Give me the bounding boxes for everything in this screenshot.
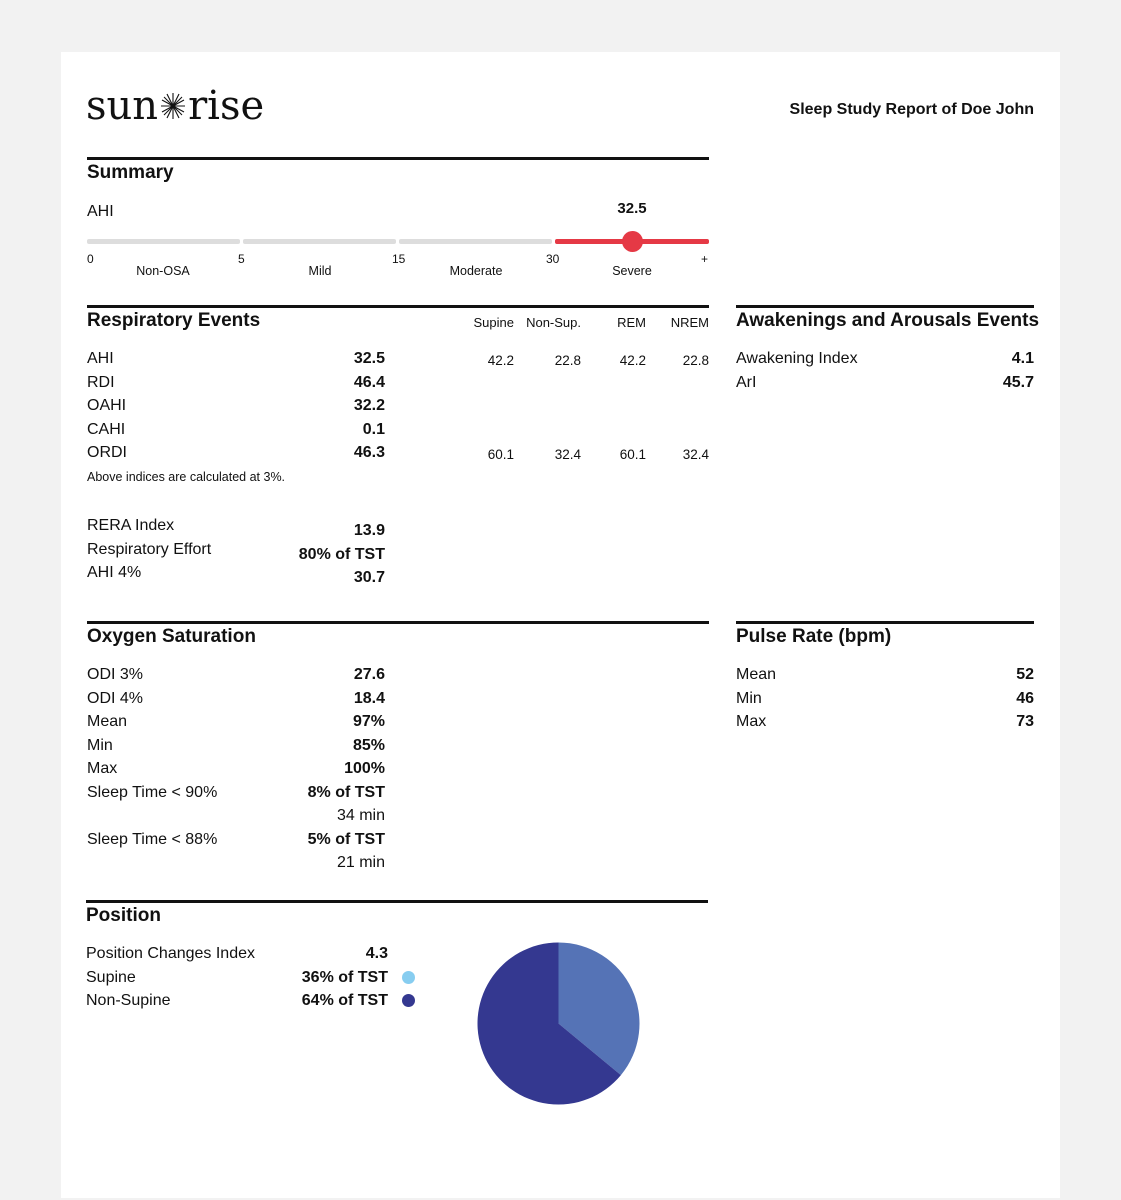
table-row [87,828,387,852]
star-logo-icon [159,91,187,121]
scale-category: Non-OSA [136,264,190,278]
row-value: 27.6 [353,666,385,683]
row-value: 30.7 [353,569,385,586]
row-value: 4.1 [1011,350,1034,367]
position-title: Position [86,905,161,926]
row-label: ORDI [87,444,127,461]
oxygen-title: Oxygen Saturation [87,626,256,647]
row-value: 97% [352,713,385,730]
cell-supine: 60.1 [487,447,514,462]
row-label: Mean [87,713,128,730]
scale-category: Moderate [449,264,503,278]
row-value: 85% [352,736,385,754]
row-value: 4.3 [365,945,388,962]
table-row [87,687,387,711]
summary-rule [87,157,709,160]
scale-category: Severe [612,264,652,278]
scale-tick: 0 [87,252,94,266]
report-page [61,52,1060,1198]
row-value: 45.7 [1002,374,1034,391]
row-label: Max [87,760,118,777]
row-label: Position Changes Index [86,945,255,962]
summary-ahi-label: AHI [87,203,114,220]
row-subvalue: 34 min [336,807,385,824]
row-value: 46.3 [353,444,385,461]
cell-supine: 42.2 [487,353,514,368]
row-value: 80% of TST [298,546,385,563]
row-value: 36% of TST [301,968,388,986]
row-label: CAHI [87,420,126,438]
report-title: Sleep Study Report of Doe John [789,101,1034,118]
respiratory-note: Above indices are calculated at 3%. [87,470,286,484]
cell-rem: 42.2 [619,353,646,368]
cell-non-supine: 32.4 [554,447,581,462]
logo-text-right: rise [188,83,265,129]
scale-tick: + [701,252,709,266]
row-value: 8% of TST [307,783,385,801]
row-label: AHI 4% [87,564,142,581]
row-value: 13.9 [353,522,385,539]
row-label: ODI 3% [87,666,144,683]
row-value: 32.5 [353,350,385,367]
ahi-4-row [87,561,387,585]
scale-segment-mild [243,239,396,244]
summary-title: Summary [87,162,174,183]
table-row [86,966,416,990]
row-label: Min [736,689,762,707]
col-header-nrem: NREM [670,315,709,330]
table-row [86,989,416,1013]
respiratory-effort-row [87,538,387,562]
row-value: 100% [344,760,385,777]
summary-ahi-value: 32.5 [617,200,647,217]
cell-rem: 60.1 [619,447,646,462]
row-value: 5% of TST [307,830,385,848]
table-row [87,851,387,875]
pulse-rule [736,621,1034,624]
table-row [87,781,387,805]
row-label: Sleep Time < 88% [87,830,218,848]
table-row [87,663,387,687]
cell-non-supine: 22.8 [554,353,581,368]
table-row [736,710,1034,734]
row-label: Non-Supine [86,992,171,1009]
table-row [87,757,387,781]
table-row [736,347,1034,371]
table-row [736,663,1034,687]
row-label: Mean [736,666,777,683]
awakenings-rule [736,305,1034,308]
table-row [87,734,387,758]
scale-category: Mild [308,264,332,278]
row-label: Min [87,736,113,754]
position-pie-chart [476,941,641,1106]
row-value: 73 [1016,713,1034,730]
row-label: ODI 4% [87,689,144,707]
scale-segment-moderate [399,239,552,244]
logo-text-left: sun [86,83,159,129]
row-value: 46.4 [353,373,385,391]
row-label: AHI [87,350,114,367]
row-label: RDI [87,373,115,391]
col-header-non-supine: Non-Sup. [526,315,581,330]
ahi-marker [622,231,643,252]
sunrise-logo [86,82,264,130]
row-value: 52 [1016,666,1034,683]
row-label: Sleep Time < 90% [87,783,218,801]
row-label: Max [736,713,767,730]
row-label: Awakening Index [736,350,858,367]
table-row [87,804,387,828]
row-label: OAHI [87,397,127,414]
row-value: 46 [1016,689,1034,707]
cell-nrem: 22.8 [682,353,709,368]
scale-tick: 5 [238,252,245,266]
scale-tick: 30 [546,252,560,266]
awakenings-title: Awakenings and Arousals Events [736,310,1040,331]
position-rule [86,900,708,903]
cell-nrem: 32.4 [682,447,709,462]
scale-tick: 15 [392,252,406,266]
table-row [736,371,1034,395]
respiratory-title: Respiratory Events [87,310,261,331]
row-value: 0.1 [362,420,385,438]
legend-dot-supine [402,971,415,984]
row-label: Respiratory Effort [87,541,212,558]
row-label: ArI [736,374,757,391]
oxygen-rule [87,621,709,624]
table-row [86,942,416,966]
respiratory-rule [87,305,709,308]
row-label: RERA Index [87,517,175,534]
rera-row [87,514,387,538]
row-value: 32.2 [353,397,385,414]
col-header-rem: REM [617,315,646,330]
scale-segment-non-osa [87,239,240,244]
table-row [736,687,1034,711]
row-value: 18.4 [353,689,385,707]
col-header-supine: Supine [473,315,514,330]
row-label: Supine [86,968,136,986]
pulse-title: Pulse Rate (bpm) [736,626,892,647]
row-value: 64% of TST [301,992,388,1009]
table-row [87,710,387,734]
oxygen-table [87,663,387,878]
legend-dot-non-supine [402,994,415,1007]
row-subvalue: 21 min [336,854,385,871]
